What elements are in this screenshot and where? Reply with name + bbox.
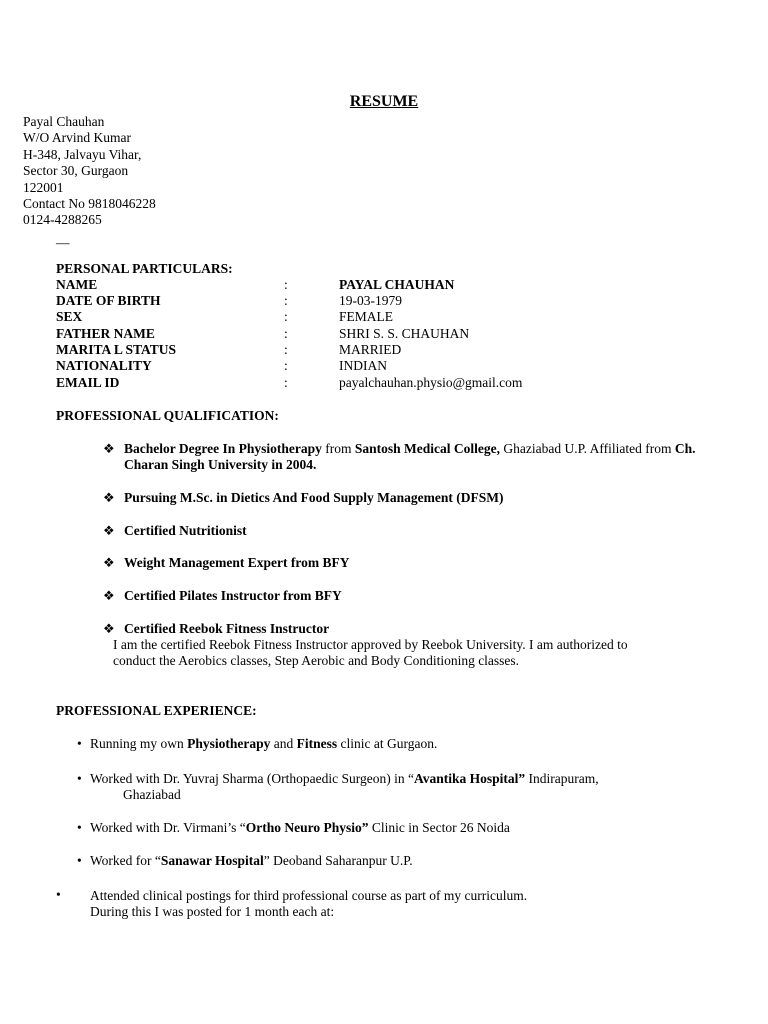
address-line: Payal Chauhan <box>23 114 105 129</box>
row-colon: : <box>284 293 288 308</box>
diamond-bullet-icon: ❖ <box>103 588 115 603</box>
diamond-bullet-icon: ❖ <box>103 555 115 570</box>
experience-text <box>90 736 437 752</box>
text-run: Worked with Dr. Yuvraj Sharma (Orthopaedic Surgeon) in “ <box>90 771 414 786</box>
bullet-icon: • <box>77 820 82 835</box>
text-run: Running my own <box>90 736 188 751</box>
row-colon: : <box>284 342 288 357</box>
experience-text <box>90 820 510 836</box>
row-label: SEX <box>56 309 83 324</box>
qualification-heading: PROFESSIONAL QUALIFICATION: <box>56 408 279 423</box>
text-run: Worked with Dr. Virmani’s “ <box>90 820 246 835</box>
address-line: 0124-4288265 <box>23 212 102 228</box>
diamond-bullet-icon: ❖ <box>103 523 115 538</box>
experience-text <box>90 771 599 787</box>
text-run: and <box>270 736 297 751</box>
reebok-description: I am the certified Reebok Fitness Instructor approved by Reebok University. I am authorized to <box>113 637 628 652</box>
text-run: ” Deoband Saharanpur U.P. <box>263 853 413 868</box>
college-name: Santosh Medical College, <box>354 441 500 456</box>
qualification-text: Certified Nutritionist <box>124 523 247 538</box>
diamond-bullet-icon: ❖ <box>103 621 115 636</box>
experience-text <box>90 853 413 869</box>
diamond-bullet-icon: ❖ <box>103 490 115 505</box>
personal-row <box>56 342 756 358</box>
row-value: payalchauhan.physio@gmail.com <box>339 375 523 390</box>
text-run: clinic at Gurgaon. <box>337 736 438 751</box>
bullet-icon: • <box>77 771 82 786</box>
row-colon: : <box>284 309 288 324</box>
diamond-bullet-icon: ❖ <box>103 441 115 456</box>
personal-row <box>56 277 756 293</box>
university-name: Charan Singh University in 2004. <box>124 457 317 473</box>
qualification-text: Certified Pilates Instructor from BFY <box>124 588 342 603</box>
hospital-name: Sanawar Hospital <box>160 853 264 868</box>
address-line: H-348, Jalvayu Vihar, <box>23 146 142 162</box>
row-value: PAYAL CHAUHAN <box>339 277 455 292</box>
personal-row <box>56 309 756 325</box>
address-line: 122001 <box>23 179 64 195</box>
degree-name: Bachelor Degree In Physiotherapy <box>124 441 322 456</box>
row-value: 19-03-1979 <box>339 293 402 308</box>
text-run: Ch. <box>674 441 696 456</box>
text-run: Fitness <box>296 736 338 751</box>
experience-continuation: Ghaziabad <box>123 787 181 803</box>
personal-row <box>56 375 756 391</box>
personal-heading: PERSONAL PARTICULARS: <box>56 261 233 276</box>
row-colon: : <box>284 358 288 373</box>
personal-row <box>56 293 756 309</box>
text-run: Ghaziabad U.P. Affiliated from <box>499 441 675 456</box>
row-colon: : <box>284 326 288 341</box>
personal-row <box>56 326 756 342</box>
row-colon: : <box>284 277 288 292</box>
row-label: MARITA L STATUS <box>56 342 177 357</box>
bullet-icon: • <box>56 887 61 902</box>
qualification-text: Pursuing M.Sc. in Dietics And Food Supply Management (DFSM) <box>124 490 504 505</box>
row-value: MARRIED <box>339 342 402 357</box>
address-line: W/O Arvind Kumar <box>23 130 131 146</box>
bullet-icon: • <box>77 736 82 751</box>
clinical-postings-text: During this I was posted for 1 month each at: <box>90 904 335 919</box>
text-run: Worked for “ <box>90 853 161 868</box>
resume-title: RESUME <box>349 93 419 110</box>
row-label: DATE OF BIRTH <box>56 293 161 308</box>
hospital-name: Avantika Hospital” <box>413 771 526 786</box>
text-run: from <box>321 441 355 456</box>
text-run: Indirapuram, <box>525 771 599 786</box>
clinic-name: Ortho Neuro Physio” <box>245 820 369 835</box>
qualification-text <box>124 441 724 474</box>
row-label: FATHER NAME <box>56 326 155 341</box>
personal-row <box>56 358 756 374</box>
qualification-text: Certified Reebok Fitness Instructor <box>124 621 330 636</box>
bullet-icon: • <box>77 853 82 868</box>
row-value: FEMALE <box>339 309 393 324</box>
row-label: NAME <box>56 277 98 292</box>
row-value: INDIAN <box>339 358 387 373</box>
row-label: NATIONALITY <box>56 358 152 373</box>
row-value: SHRI S. S. CHAUHAN <box>339 326 470 341</box>
text-run: Clinic in Sector 26 Noida <box>368 820 510 835</box>
separator-dash: — <box>56 235 70 250</box>
clinical-postings-text: Attended clinical postings for third professional course as part of my curriculum. <box>90 888 528 903</box>
row-label: EMAIL ID <box>56 375 120 390</box>
reebok-description: conduct the Aerobics classes, Step Aerobic and Body Conditioning classes. <box>113 653 520 668</box>
qualification-text: Weight Management Expert from BFY <box>124 555 350 570</box>
text-run: Physiotherapy <box>187 736 271 751</box>
experience-heading: PROFESSIONAL EXPERIENCE: <box>56 703 257 718</box>
address-line: Sector 30, Gurgaon <box>23 163 129 179</box>
row-colon: : <box>284 375 288 390</box>
address-block <box>23 114 156 229</box>
address-line: Contact No 9818046228 <box>23 195 156 211</box>
